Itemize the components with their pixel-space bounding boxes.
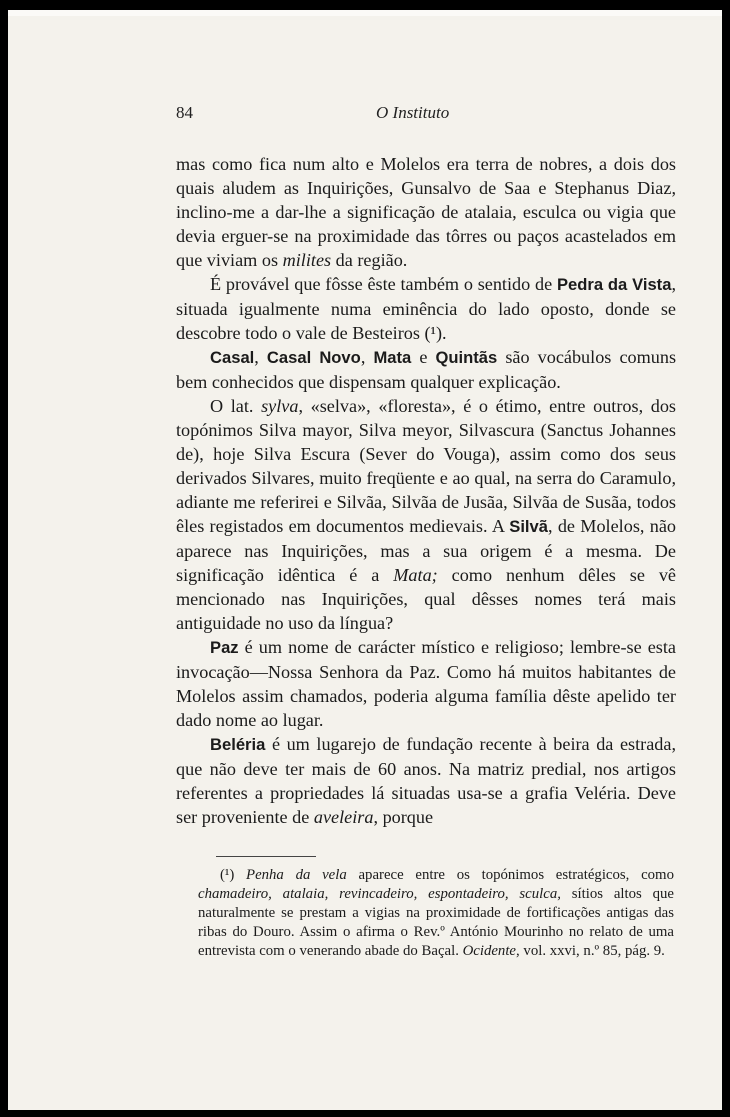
- text-run: da região.: [331, 250, 408, 270]
- text-run: ,: [360, 347, 374, 367]
- italic-term: Mata;: [393, 565, 438, 585]
- text-run: (¹): [220, 867, 247, 883]
- footnote: [198, 866, 674, 961]
- text-run: É provável que fôsse êste também o sentido de: [210, 274, 557, 294]
- bold-term: Casal Novo: [266, 348, 361, 367]
- text-run: O lat.: [210, 396, 262, 416]
- paragraph: [176, 732, 676, 829]
- text-run: sítios altos que naturalmente se prestam a vigias na proximidade de fortificações antigas das ribas do Douro. Assim o afirma o Rev.º António Mourinho no relato de uma entrevista com o venerando abade do Baçal.: [198, 886, 674, 959]
- italic-term: Penha da vela: [246, 867, 347, 883]
- bold-term: Mata: [373, 348, 412, 367]
- text-run: ,: [254, 347, 267, 367]
- text-run: , «selva», «floresta», é o étimo, entre outros, dos topónimos Silva mayor, Silva meyor, Silvascura (Sanctus Johannes de), hoje Silva Escura (Sever do Vouga), assim como dos seus derivados Silvares, muito freqüente e ao qual, na serra do Caramulo, adiante me referirei e Silvãa, Silvãa de Jusãa, Silvãa de Susãa, todos êles registados em documentos medievais. A: [176, 396, 676, 536]
- italic-term: chamadeiro, atalaia, revincadeiro, espontadeiro, sculca,: [198, 886, 561, 902]
- main-text: [176, 152, 676, 829]
- text-run: como nenhum dêles se vê mencionado nas Inquirições, qual dêsses nomes terá mais antiguidade no uso da língua?: [176, 565, 677, 633]
- bold-term: Paz: [210, 638, 239, 657]
- text-run: aparece entre os topónimos estratégicos, como: [346, 867, 674, 883]
- footnotes: [198, 866, 674, 961]
- italic-term: milites: [282, 250, 332, 270]
- bold-term: Beléria: [210, 735, 266, 754]
- paragraph: [176, 394, 676, 635]
- text-run: , vol. xxvi, n.º 85, pág. 9.: [516, 943, 665, 959]
- italic-term: aveleira: [313, 807, 374, 827]
- text-run: , situada igualmente numa eminência do lado oposto, donde se descobre todo o vale de Besteiros (¹).: [176, 274, 676, 343]
- bold-term: Pedra da Vista: [556, 275, 672, 294]
- journal-title: O Instituto: [376, 103, 450, 122]
- book-page: [8, 10, 722, 1110]
- paragraph: [176, 272, 676, 345]
- footnote-separator: [216, 856, 316, 857]
- scan-edge: [8, 10, 722, 16]
- text-run: , de Molelos, não aparece nas Inquirições, mas a sua origem é a mesma. De significação idêntica é a: [176, 516, 676, 585]
- text-run: e: [411, 347, 436, 367]
- italic-term: sylva: [261, 396, 299, 416]
- bold-term: Silvã: [509, 517, 548, 536]
- text-run: são vocábulos comuns bem conhecidos que dispensam qualquer explicação.: [176, 347, 677, 392]
- page-number: 84: [176, 103, 193, 122]
- text-run: é um nome de carácter místico e religioso; lembre-se esta invocação—Nossa Senhora da Paz. Como há muitos habitantes de Molelos assim chamados, poderia alguma família dêste apelido ter dado nome ao lugar.: [176, 637, 676, 730]
- bold-term: Casal: [210, 348, 255, 367]
- running-header: [176, 103, 676, 125]
- text-run: é um lugarejo de fundação recente à beira da estrada, que não deve ter mais de 60 anos. Na matriz predial, nos artigos referentes a propriedades lá situadas usa-se a grafia Veléria. Deve ser proveniente de: [176, 734, 676, 827]
- paragraph: [176, 345, 676, 394]
- text-run: , porque: [373, 807, 434, 827]
- bold-term: Quintãs: [435, 348, 498, 367]
- paragraph: [176, 152, 676, 272]
- italic-term: Ocidente: [462, 943, 517, 959]
- text-run: mas como fica num alto e Molelos era terra de nobres, a dois dos quais aludem as Inquirições, Gunsalvo de Saa e Stephanus Diaz, inclino-me a dar-lhe a significação de atalaia, esculca ou vigia que devia erguer-se na proximidade das tôrres ou paços acastelados em que viviam os: [176, 154, 676, 270]
- paragraph: [176, 635, 676, 732]
